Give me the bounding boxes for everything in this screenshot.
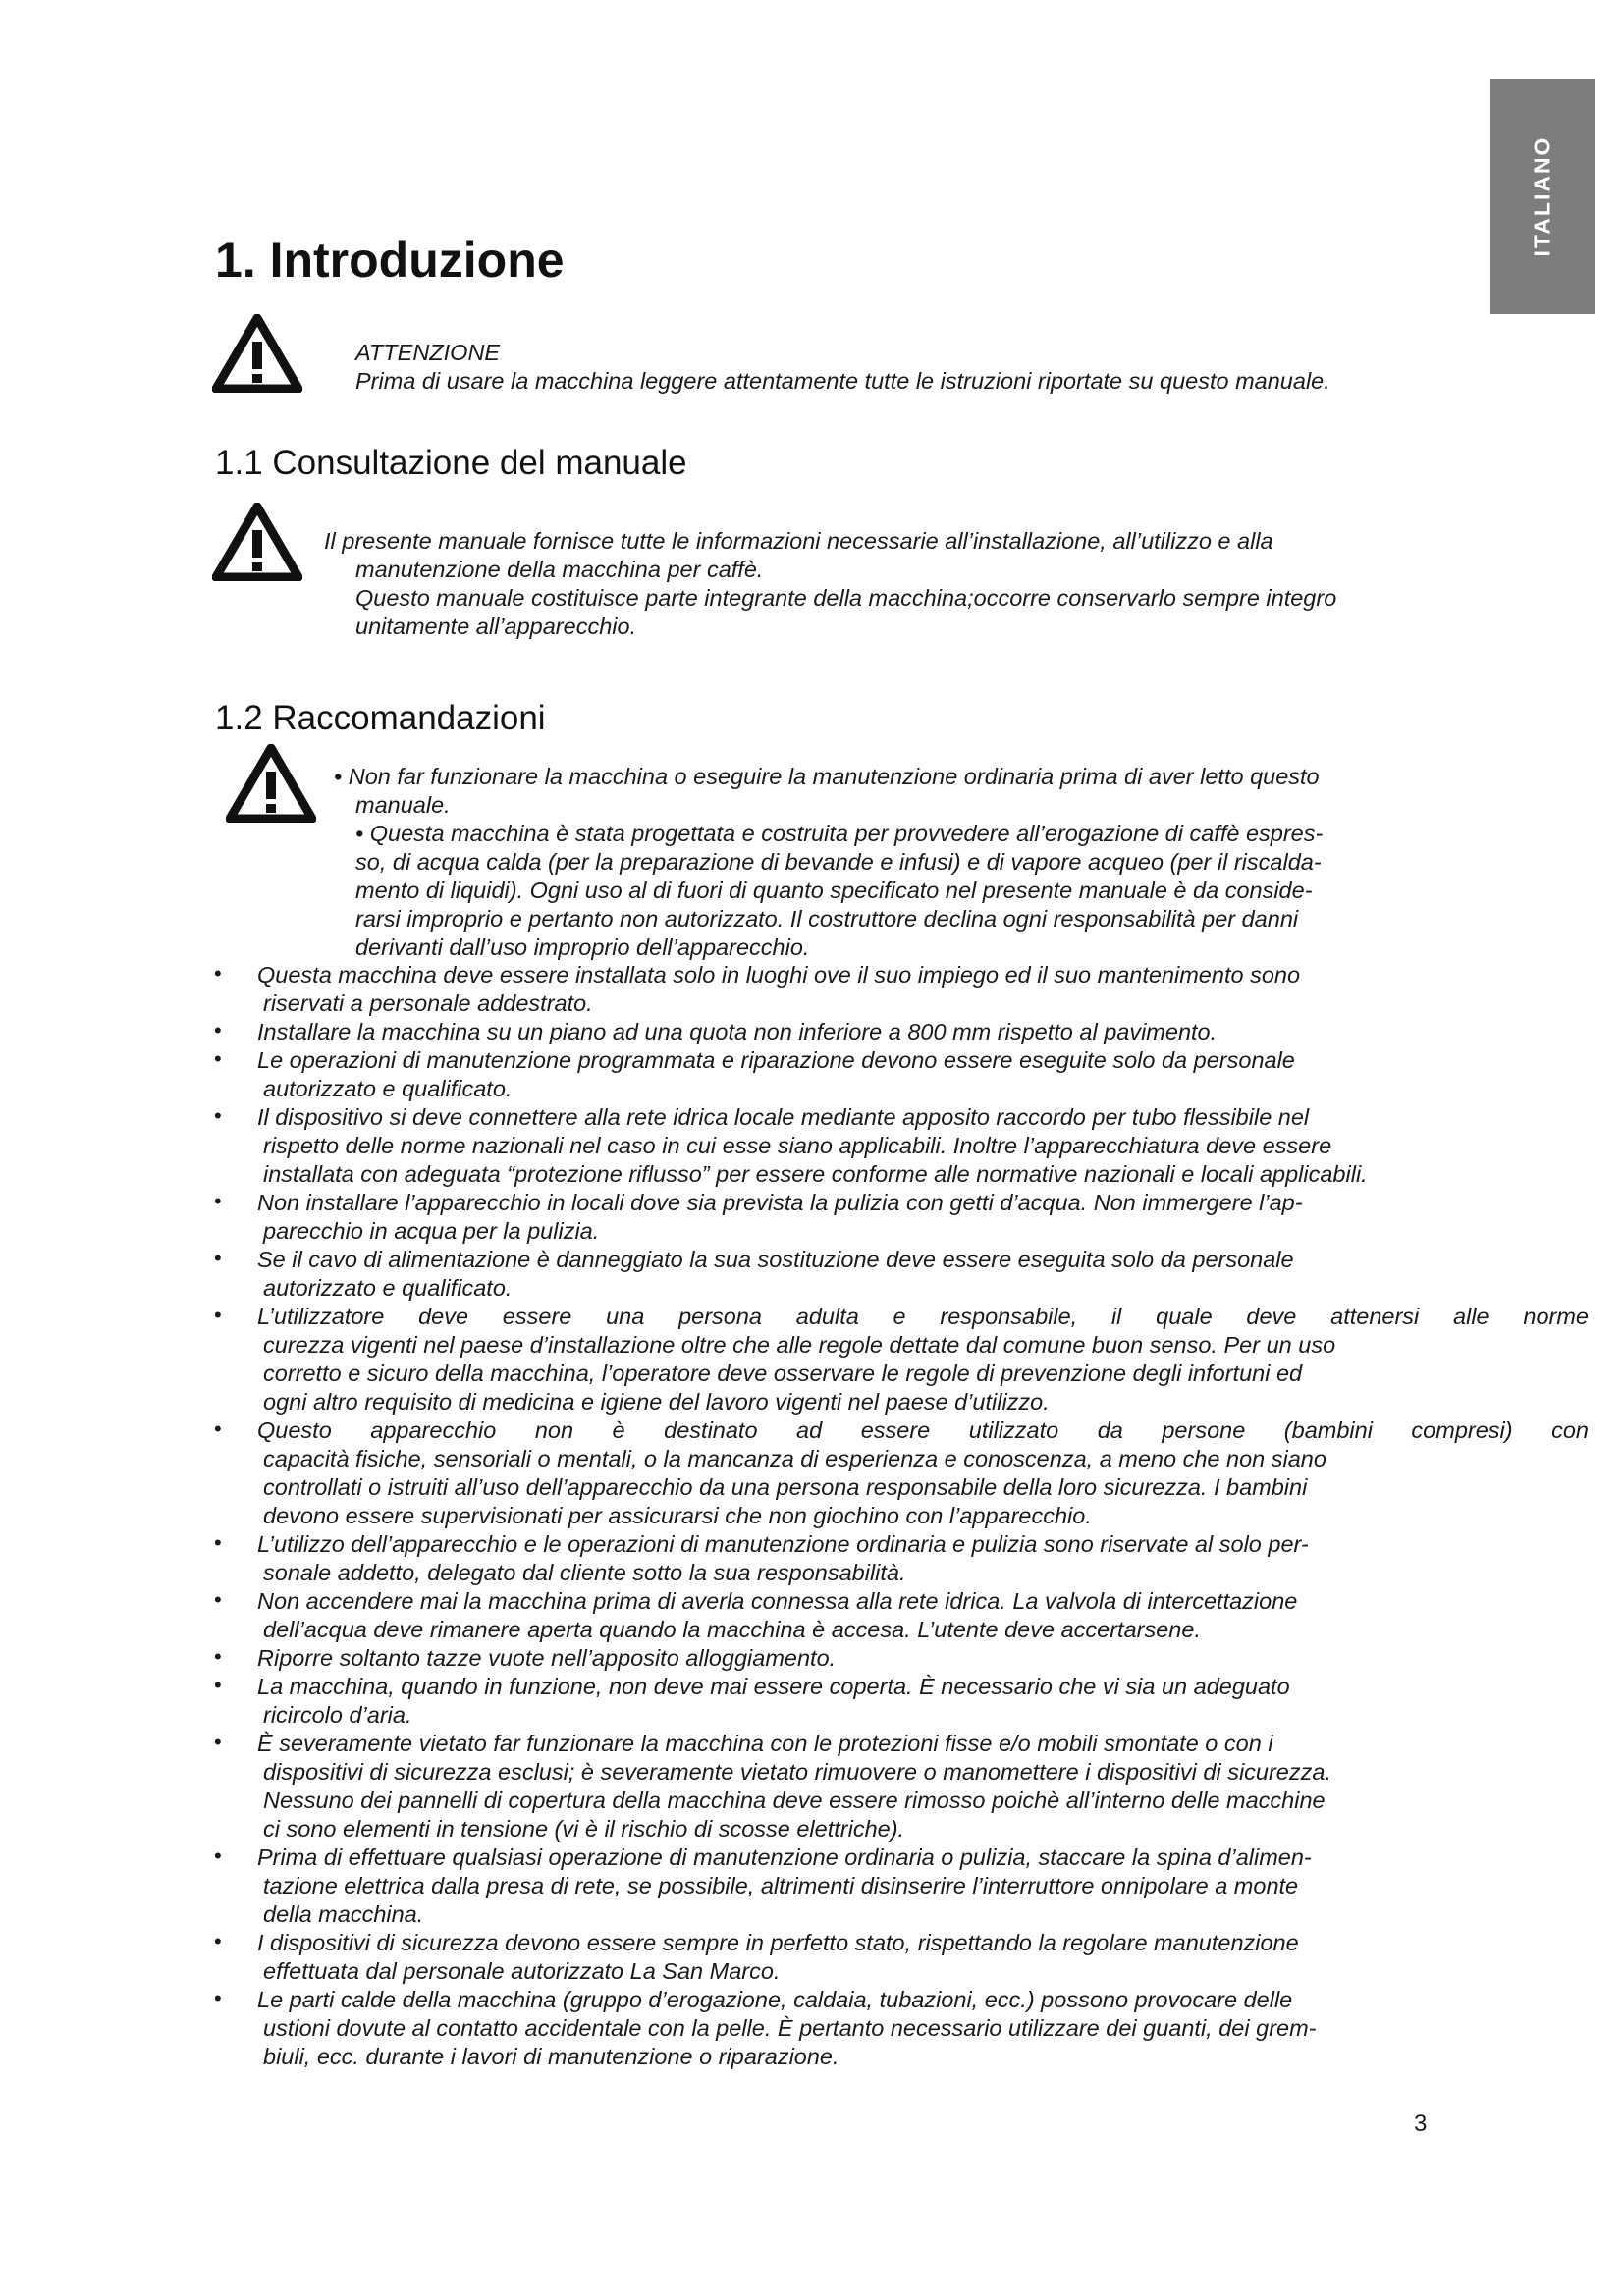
section-1-1-line: Questo manuale costituisce parte integrante della macchina;occorre conservarlo sempre integro — [355, 585, 1337, 611]
list-item — [214, 1046, 1589, 1103]
page-title: 1. Introduzione — [215, 233, 565, 288]
language-tab — [1490, 79, 1595, 314]
list-item-line: installata con adeguata “protezione riflusso” per essere conforme alle normative nazionali e locali applicabili. — [263, 1161, 1368, 1187]
list-item-line: • La macchina, quando in funzione, non deve mai essere coperta. È necessario che vi sia un adeguato — [257, 1674, 1290, 1699]
section-1-1-line: manutenzione della macchina per caffè. — [355, 557, 764, 582]
warning-triangle-icon — [212, 314, 302, 393]
intro-line: • Non far funzionare la macchina o eseguire la manutenzione ordinaria prima di aver letto questo — [334, 764, 1320, 789]
list-item-line: capacità fisiche, sensoriali o mentali, o la mancanza di esperienza e conoscenza, a meno che non siano — [263, 1446, 1326, 1471]
warning-triangle-icon — [226, 744, 316, 823]
list-item — [214, 1189, 1589, 1246]
recommendations-list — [214, 961, 1589, 2071]
list-item-line: tazione elettrica dalla presa di rete, se possibile, altrimenti disinserire l’interruttore onnipolare a monte — [263, 1873, 1299, 1898]
list-item-line: • Questo apparecchio non è destinato ad essere utilizzato da persone (bambini compresi) con — [257, 1417, 1589, 1443]
attention-text: Prima di usare la macchina leggere attentamente tutte le istruzioni riportate su questo manuale. — [355, 368, 1330, 394]
list-item-line: dispositivi di sicurezza esclusi; è severamente vietato rimuovere o manomettere i dispositivi di sicurezza. — [263, 1759, 1331, 1785]
list-item-line: ustioni dovute al contatto accidentale con la pelle. È pertanto necessario utilizzare dei guanti, dei grem- — [263, 2015, 1317, 2041]
list-item-line: • Non installare l’apparecchio in locali dove sia prevista la pulizia con getti d’acqua. Non immergere l’ap- — [257, 1190, 1303, 1215]
attention-block — [355, 339, 1485, 396]
list-item — [214, 1986, 1589, 2071]
list-item-line: • Se il cavo di alimentazione è danneggiato la sua sostituzione deve essere eseguita solo da personale — [257, 1247, 1294, 1272]
section-1-1-heading: 1.1 Consultazione del manuale — [215, 444, 687, 482]
section-1-1-line: Il presente manuale fornisce tutte le informazioni necessarie all’installazione, all’utilizzo e alla — [324, 528, 1273, 554]
intro-line: • Questa macchina è stata progettata e costruita per provvedere all’erogazione di caffè espres- — [355, 821, 1324, 846]
list-item-line: biuli, ecc. durante i lavori di manutenzione o riparazione. — [263, 2044, 839, 2069]
list-item-line: ricircolo d’aria. — [263, 1702, 412, 1728]
list-item-line: parecchio in acqua per la pulizia. — [263, 1218, 600, 1244]
list-item-line: • Questa macchina deve essere installata solo in luoghi ove il suo impiego ed il suo mantenimento sono — [257, 962, 1301, 988]
intro-line: rarsi improprio e pertanto non autorizzato. Il costruttore declina ogni responsabilità per danni — [355, 906, 1299, 932]
list-item-line: • L’utilizzo dell’apparecchio e le operazioni di manutenzione ordinaria e pulizia sono riservate al solo per- — [257, 1531, 1309, 1557]
section-1-1-line: unitamente all’apparecchio. — [355, 614, 637, 639]
list-item — [214, 1843, 1589, 1929]
list-item — [214, 1644, 1589, 1673]
list-item-line: della macchina. — [263, 1901, 424, 1927]
intro-line: derivanti dall’uso improprio dell’apparecchio. — [355, 934, 810, 960]
list-item-line: • Riporre soltanto tazze vuote nell’apposito alloggiamento. — [257, 1645, 837, 1671]
list-item — [214, 1530, 1589, 1587]
list-item-line: dell’acqua deve rimanere aperta quando la macchina è accesa. L’utente deve accertarsene. — [263, 1617, 1201, 1642]
list-item — [214, 961, 1589, 1018]
list-item — [214, 1303, 1589, 1416]
list-item — [214, 1018, 1589, 1046]
list-item-line: • Installare la macchina su un piano ad una quota non inferiore a 800 mm rispetto al pavimento. — [257, 1019, 1218, 1044]
list-item — [214, 1673, 1589, 1730]
language-tab-label: ITALIANO — [1529, 135, 1555, 257]
section-1-2-heading: 1.2 Raccomandazioni — [215, 699, 546, 737]
section-1-1-text — [324, 527, 1453, 641]
page-number: 3 — [1414, 2110, 1428, 2137]
list-item — [214, 1730, 1589, 1843]
list-item — [214, 1103, 1589, 1189]
intro-line: so, di acqua calda (per la preparazione di bevande e infusi) e di vapore acqueo (per il riscalda- — [355, 849, 1322, 875]
list-item-line: • Le parti calde della macchina (gruppo d’erogazione, caldaia, tubazioni, ecc.) possono provocare delle — [257, 1987, 1293, 2012]
list-item — [214, 1929, 1589, 1986]
list-item-line: autorizzato e qualificato. — [263, 1076, 513, 1101]
list-item-line: devono essere supervisionati per assicurarsi che non giochino con l’apparecchio. — [263, 1503, 1092, 1528]
list-item-line: • Non accendere mai la macchina prima di averla connessa alla rete idrica. La valvola di intercettazione — [257, 1588, 1298, 1614]
list-item-line: Nessuno dei pannelli di copertura della macchina deve essere rimosso poichè all’interno delle macchine — [263, 1788, 1326, 1813]
list-item — [214, 1587, 1589, 1644]
list-item-line: • Il dispositivo si deve connettere alla rete idrica locale mediante apposito raccordo per tubo flessibile nel — [257, 1104, 1310, 1130]
list-item-line: curezza vigenti nel paese d’installazione oltre che alle regole dettate dal comune buon senso. Per un uso — [263, 1332, 1336, 1358]
warning-triangle-icon — [212, 503, 302, 581]
intro-line: manuale. — [355, 792, 451, 818]
list-item-line: ci sono elementi in tensione (vi è il rischio di scosse elettriche). — [263, 1816, 905, 1842]
attention-heading: ATTENZIONE — [355, 340, 501, 365]
list-item-line: rispetto delle norme nazionali nel caso in cui esse siano applicabili. Inoltre l’apparecchiatura deve essere — [263, 1133, 1332, 1158]
intro-line: mento di liquidi). Ogni uso al di fuori di quanto specificato nel presente manuale è da conside- — [355, 878, 1313, 903]
list-item-line: controllati o istruiti all’uso dell’apparecchio da una persona responsabile della loro sicurezza. I bambini — [263, 1474, 1308, 1500]
list-item-line: autorizzato e qualificato. — [263, 1275, 513, 1301]
list-item-line: • L’utilizzatore deve essere una persona adulta e responsabile, il quale deve attenersi alle norme — [257, 1304, 1589, 1329]
list-item-line: ogni altro requisito di medicina e igiene del lavoro vigenti nel paese d’utilizzo. — [263, 1389, 1050, 1415]
list-item — [214, 1416, 1589, 1530]
list-item-line: corretto e sicuro della macchina, l’operatore deve osservare le regole di prevenzione degli infortuni ed — [263, 1361, 1303, 1386]
list-item-line: effettuata dal personale autorizzato La San Marco. — [263, 1958, 781, 1984]
list-item-line: sonale addetto, delegato dal cliente sotto la sua responsabilità. — [263, 1560, 906, 1585]
list-item-line: • Le operazioni di manutenzione programmata e riparazione devono essere eseguite solo da personale — [257, 1047, 1295, 1073]
list-item-line: • Prima di effettuare qualsiasi operazione di manutenzione ordinaria o pulizia, staccare la spina d’alimen- — [257, 1844, 1312, 1870]
list-item — [214, 1246, 1589, 1303]
list-item-line: • È severamente vietato far funzionare la macchina con le protezioni fisse e/o mobili smontate o con i — [257, 1731, 1273, 1756]
list-item-line: riservati a personale addestrato. — [263, 990, 593, 1016]
list-item-line: • I dispositivi di sicurezza devono essere sempre in perfetto stato, rispettando la regolare manutenzione — [257, 1930, 1299, 1955]
section-1-2-intro — [334, 763, 1463, 962]
